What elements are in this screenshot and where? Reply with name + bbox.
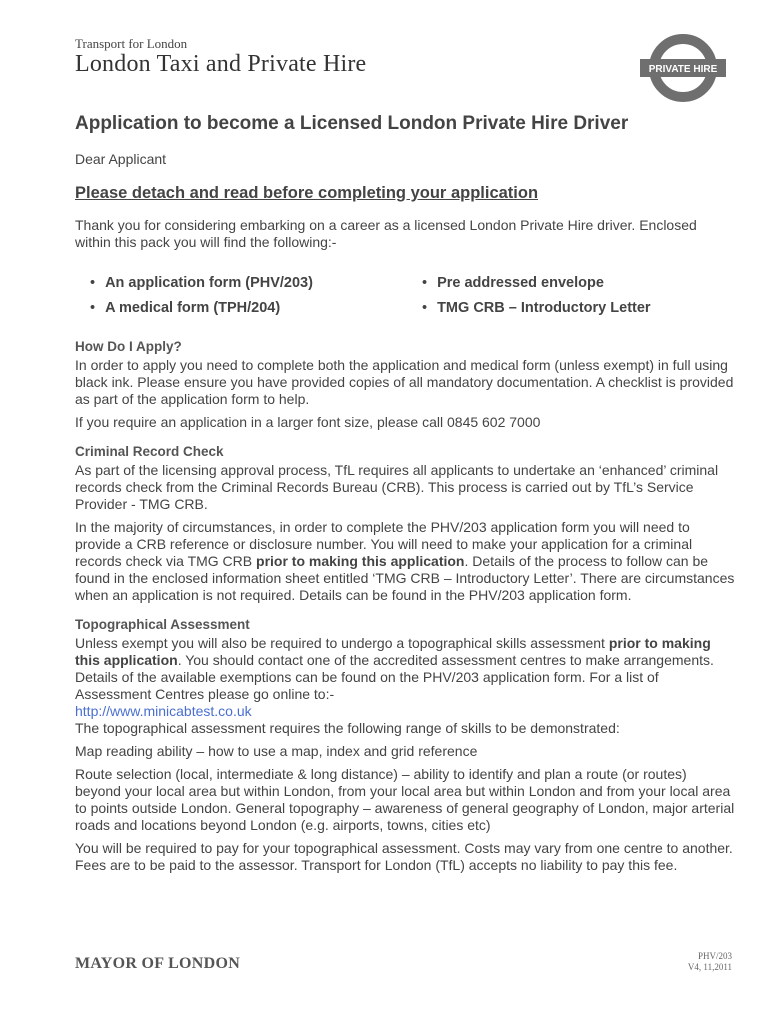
form-version: [688, 951, 732, 973]
bullet-icon: •: [422, 300, 428, 316]
topo-paragraph: Unless exempt you will also be required to undergo a topographical skills assessment prior to making this application. You should contact one of the accredited assessment centres to make arrangements. Details of the available exemptions can be found on the PHV/203 application form. For a list of Assessment Centres please go online to:- http://www.minicabtest.co.uk: [75, 635, 714, 719]
enclosures-list: [90, 275, 730, 335]
intro-paragraph: Thank you for considering embarking on a career as a licensed London Private Hire driver. Enclosed within this pack you will find the following:-: [75, 217, 697, 250]
page-title: Application to become a Licensed London Private Hire Driver: [75, 113, 629, 134]
org-name-small: Transport for London: [75, 36, 188, 51]
private-hire-roundel-logo: [638, 32, 728, 104]
fees-paragraph: You will be required to pay for your topographical assessment. Costs may vary from one centre to another. Fees are to be paid to the assessor. Transport for London (TfL) accepts no liability to pay this fee.: [75, 840, 733, 873]
list-item: • Pre addressed envelope: [422, 275, 604, 291]
bullet-icon: •: [90, 275, 96, 291]
list-item: • An application form (PHV/203): [90, 275, 313, 291]
bullet-icon: •: [90, 300, 96, 316]
main-content: [75, 338, 735, 880]
route-selection-paragraph: Route selection (local, intermediate & long distance) – ability to identify and plan a route (or routes) beyond your local area but within London, from your local area but within London and from your local area to points outside London. General topography – awareness of general geography of London, major arterial roads and locations beyond London (e.g. airports, towns, cities etc): [75, 766, 735, 833]
form-code: PHV/203: [697, 951, 732, 961]
crb-paragraph: As part of the licensing approval process, TfL requires all applicants to undertake an ‘enhanced’ criminal records check from the Criminal Records Bureau (CRB). This process is carried out by TfL’s Service Provider - TMG CRB.: [75, 462, 719, 512]
bullet-icon: •: [422, 275, 428, 291]
crb-details-paragraph: In the majority of circumstances, in order to complete the PHV/203 application form you will need to provide a CRB reference or disclosure number. You will need to make your application for a criminal records check via TMG CRB prior to making this application. Details of the process to follow can be found in the enclosed information sheet entitled ‘TMG CRB – Introductory Letter’. There are circumstances when an application is not required. Details can be found in the PHV/203 application form.: [75, 519, 735, 603]
list-item: • A medical form (TPH/204): [90, 300, 281, 316]
logo-text: PRIVATE HIRE: [648, 64, 718, 75]
apply-paragraph: In order to apply you need to complete both the application and medical form (unless exempt) in full using black ink. Please ensure you have provided copies of all mandatory documentation. A checklist is provided as part of the application form to help.: [75, 357, 734, 407]
section-heading-how-to-apply: How Do I Apply?: [75, 339, 182, 354]
list-item: • TMG CRB – Introductory Letter: [422, 300, 651, 316]
map-reading-paragraph: Map reading ability – how to use a map, index and grid reference: [75, 743, 478, 759]
large-font-paragraph: If you require an application in a larger font size, please call 0845 602 7000: [75, 414, 541, 430]
detach-notice-heading: Please detach and read before completing your application: [75, 184, 539, 202]
org-name-title: London Taxi and Private Hire: [75, 51, 367, 77]
section-heading-criminal-record-check: Criminal Record Check: [75, 444, 224, 459]
mayor-of-london-logo: MAYOR OF LONDON: [75, 955, 241, 972]
section-heading-topographical-assessment: Topographical Assessment: [75, 617, 250, 632]
salutation: Dear Applicant: [75, 151, 167, 167]
version-date: V4, 11,2011: [687, 962, 732, 972]
assessment-centres-link[interactable]: http://www.minicabtest.co.uk: [75, 703, 252, 719]
skills-intro-paragraph: The topographical assessment requires the following range of skills to be demonstrated:: [75, 720, 620, 736]
